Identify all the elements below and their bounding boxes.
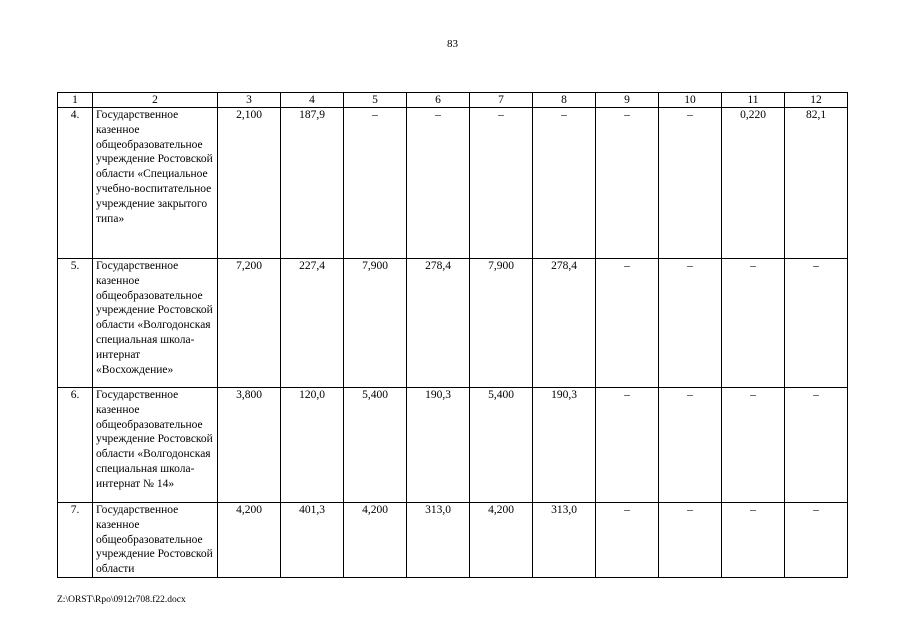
table-cell: 190,3 xyxy=(533,388,596,503)
column-header: 1 xyxy=(58,93,93,108)
table-cell: 7,900 xyxy=(344,259,407,388)
footer-file-path: Z:\ORST\Rpo\0912r708.f22.docx xyxy=(57,595,186,605)
institution-name: Государственное казенное общеобразовательное учреждение Ростовской области «Специальное учебно-воспитательное учреждение закрытого типа» xyxy=(93,108,218,259)
table-cell: 4,200 xyxy=(470,503,533,578)
column-header: 5 xyxy=(344,93,407,108)
column-header: 9 xyxy=(596,93,659,108)
table-cell: – xyxy=(596,388,659,503)
page-number: 83 xyxy=(447,38,458,50)
row-number: 6. xyxy=(58,388,93,503)
table-cell: – xyxy=(470,108,533,259)
table-cell: 120,0 xyxy=(281,388,344,503)
institution-name: Государственное казенное общеобразовательное учреждение Ростовской области «Волгодонская специальная школа-интернат «Восхождение» xyxy=(93,259,218,388)
table-cell: – xyxy=(344,108,407,259)
table-cell: – xyxy=(659,108,722,259)
table-cell: 187,9 xyxy=(281,108,344,259)
table-cell: – xyxy=(596,503,659,578)
table-cell: – xyxy=(533,108,596,259)
table-cell: 82,1 xyxy=(785,108,848,259)
table-row xyxy=(58,503,848,578)
table-cell: – xyxy=(785,503,848,578)
column-header: 11 xyxy=(722,93,785,108)
table-cell: – xyxy=(596,259,659,388)
table-cell: 278,4 xyxy=(533,259,596,388)
column-header: 12 xyxy=(785,93,848,108)
table-cell: 401,3 xyxy=(281,503,344,578)
table-cell: 2,100 xyxy=(218,108,281,259)
table-cell: 4,200 xyxy=(344,503,407,578)
column-header: 7 xyxy=(470,93,533,108)
data-table xyxy=(57,92,848,578)
row-number: 7. xyxy=(58,503,93,578)
table-cell: 7,200 xyxy=(218,259,281,388)
row-number: 4. xyxy=(58,108,93,259)
table-cell: – xyxy=(407,108,470,259)
table-cell: 313,0 xyxy=(407,503,470,578)
table-cell: 7,900 xyxy=(470,259,533,388)
table-row xyxy=(58,108,848,259)
table-cell: – xyxy=(722,503,785,578)
table-cell: 278,4 xyxy=(407,259,470,388)
row-number: 5. xyxy=(58,259,93,388)
institution-name: Государственное казенное общеобразовательное учреждение Ростовской области «Волгодонская специальная школа-интернат № 14» xyxy=(93,388,218,503)
table-row xyxy=(58,259,848,388)
table-cell: – xyxy=(659,259,722,388)
institution-name: Государственное казенное общеобразовательное учреждение Ростовской области xyxy=(93,503,218,578)
table-cell: 0,220 xyxy=(722,108,785,259)
table-cell: 190,3 xyxy=(407,388,470,503)
table-cell: – xyxy=(659,388,722,503)
table-cell: 5,400 xyxy=(344,388,407,503)
table-cell: – xyxy=(785,388,848,503)
column-header: 10 xyxy=(659,93,722,108)
column-header: 3 xyxy=(218,93,281,108)
table-cell: – xyxy=(596,108,659,259)
table-cell: 4,200 xyxy=(218,503,281,578)
table-cell: – xyxy=(785,259,848,388)
column-header: 6 xyxy=(407,93,470,108)
table-cell: 3,800 xyxy=(218,388,281,503)
table-cell: – xyxy=(722,388,785,503)
column-header: 2 xyxy=(93,93,218,108)
table-cell: – xyxy=(659,503,722,578)
header-row xyxy=(58,93,848,108)
table-cell: – xyxy=(722,259,785,388)
table-cell: 313,0 xyxy=(533,503,596,578)
column-header: 8 xyxy=(533,93,596,108)
table-row xyxy=(58,388,848,503)
column-header: 4 xyxy=(281,93,344,108)
table-cell: 227,4 xyxy=(281,259,344,388)
table-cell: 5,400 xyxy=(470,388,533,503)
